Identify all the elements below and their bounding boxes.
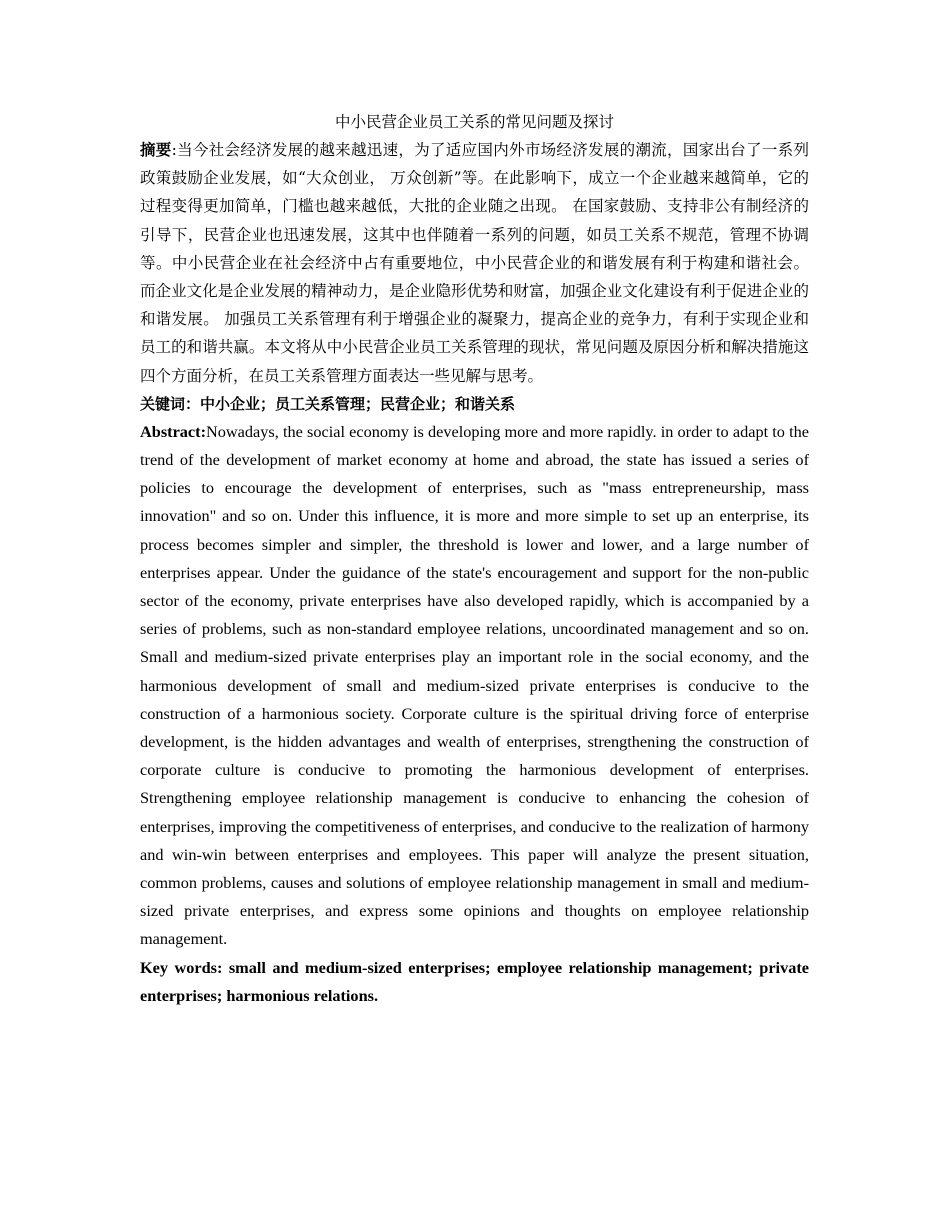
- chinese-keywords: 关键词：中小企业；员工关系管理；民营企业；和谐关系: [140, 394, 516, 413]
- english-abstract-label: Abstract:: [140, 421, 207, 441]
- chinese-abstract-label: 摘要: [140, 141, 172, 159]
- english-keywords: Key words: small and medium-sized enterprises; employee relationship management; private enterprises; harmonious relations.: [140, 957, 809, 1005]
- document-title: 中小民营企业员工关系的常见问题及探讨: [334, 113, 614, 131]
- chinese-abstract-text: 当今社会经济发展的越来越迅速，为了适应国内外市场经济发展的潮流，国家出台了一系列政策鼓励企业发展，如“大众创业， 万众创新”等。在此影响下，成立一个企业越来越简单，它的过程变得更加简单，门槛也越来越低，大批的企业随之出现。 在国家鼓励、支持非公有制经济的引导下，民营企业也迅速发展，这其中也伴随着一系列的问题，如员工关系不规范，管理不协调等。中小民营企业在社会经济中占有重要地位，中小民营企业的和谐发展有利于构建和谐社会。 而企业文化是企业发展的精神动力，是企业隐形优势和财富，加强企业文化建设有利于促进企业的和谐发展。 加强员工关系管理有利于增强企业的凝聚力，提高企业的竞争力，有利于实现企业和员工的和谐共赢。本文将从中小民营企业员工关系管理的现状，常见问题及原因分析和解决措施这四个方面分析，在员工关系管理方面表达一些见解与思考。: [140, 141, 809, 385]
- english-abstract-text: Nowadays, the social economy is developing more and more rapidly. in order to adapt to the trend of the development of market economy at home and abroad, the state has issued a series of policies to encourage the development of enterprises, such as "mass entrepreneurship, mass innovation" and so on. Under this influence, it is more and more simple to set up an enterprise, its process becomes simpler and simpler, the threshold is lower and lower, and a large number of enterprises appear. Under the guidance of the state's encouragement and support for the non-public sector of the economy, private enterprises have also developed rapidly, which is accompanied by a series of problems, such as non-standard employee relations, uncoordinated management and so on. Small and medium-sized private enterprises play an important role in the social economy, and the harmonious development of small and medium-sized private enterprises is conducive to the construction of a harmonious society. Corporate culture is the spiritual driving force of enterprise development, is the hidden advantages and wealth of enterprises, strengthening the construction of corporate culture is conducive to promoting the harmonious development of enterprises. Strengthening employee relationship management is conducive to enhancing the cohesion of enterprises, improving the competitiveness of enterprises, and conducive to the realization of harmony and win-win between enterprises and employees. This paper will analyze the present situation, common problems, causes and solutions of employee relationship management in small and medium-sized private enterprises, and express some opinions and thoughts on employee relationship management.: [140, 421, 809, 949]
- document-page: [140, 108, 809, 1010]
- chinese-abstract: [140, 136, 809, 390]
- chinese-abstract-separator: :: [171, 141, 177, 159]
- english-abstract: [140, 418, 809, 954]
